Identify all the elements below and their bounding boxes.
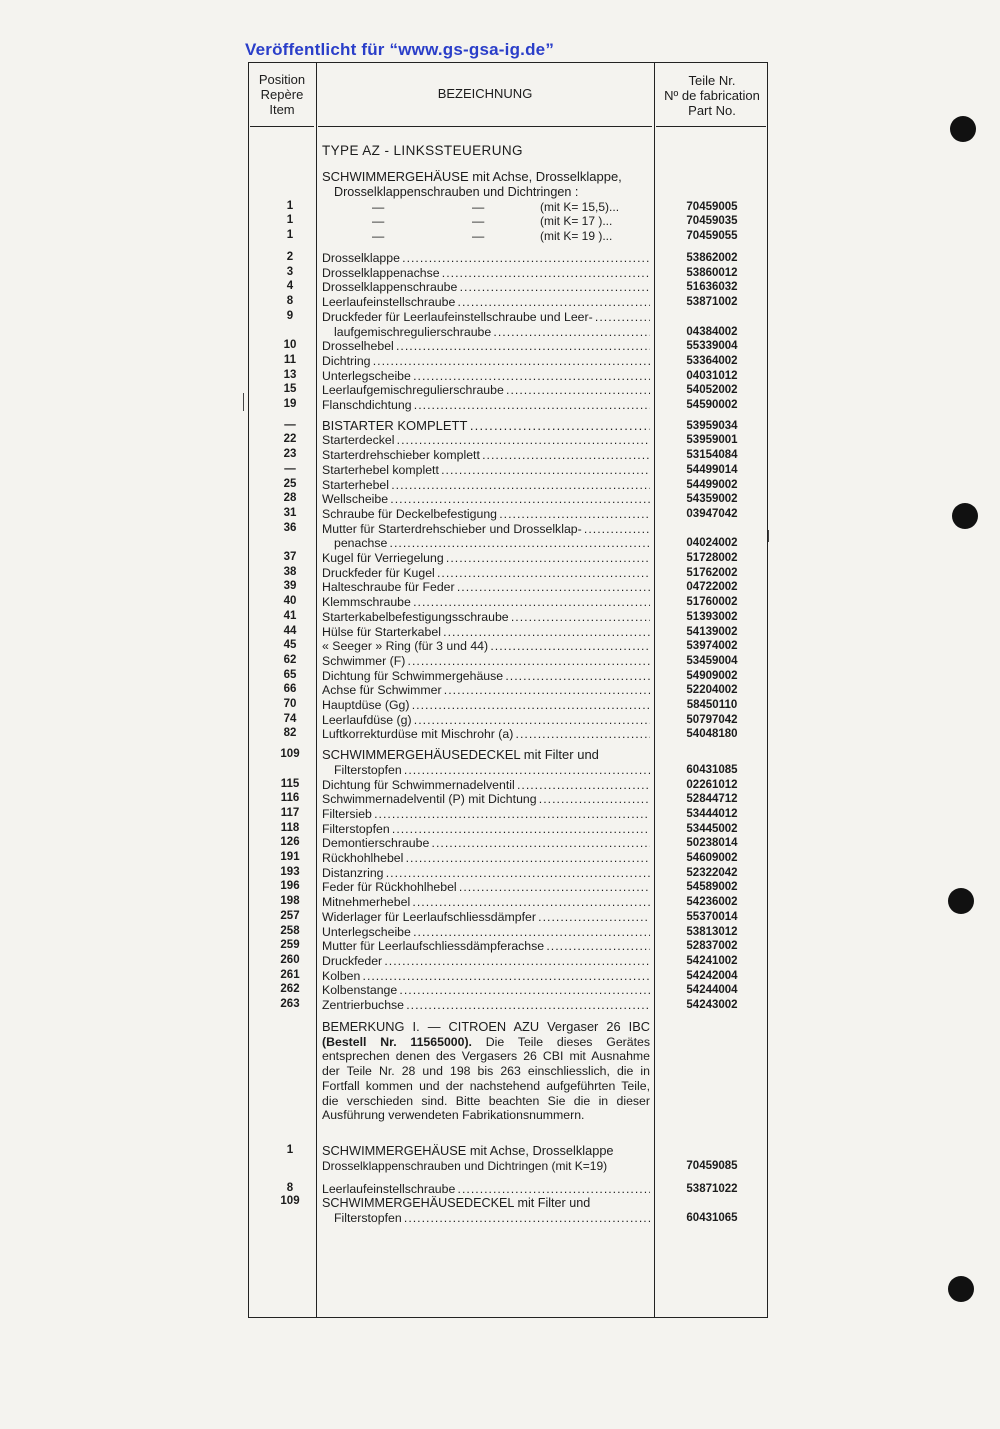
part-number: 55339004 xyxy=(686,340,738,353)
item-position: 11 xyxy=(283,353,297,366)
group1-title-line1: SCHWIMMERGEHÄUSE mit Achse, Drosselklappe, xyxy=(322,169,622,184)
item-position: 260 xyxy=(280,953,300,966)
item-description: Schwimmernadelventil (P) mit Dichtung . . . xyxy=(322,792,650,806)
header-rule-mid xyxy=(318,126,652,127)
part-number: 53974002 xyxy=(686,640,738,653)
item-position: 116 xyxy=(280,792,300,805)
item-description: Distanzring . . . xyxy=(322,866,650,880)
item-description: Filtersieb . . . xyxy=(322,807,650,821)
dash-2: — xyxy=(472,229,485,243)
part-number: 53445002 xyxy=(686,822,738,835)
item-description: Achse für Schwimmer . . . xyxy=(322,683,650,697)
item-position: 258 xyxy=(280,924,300,937)
item-position: 117 xyxy=(280,806,300,819)
item-description: Zentrierbuchse . . . xyxy=(322,998,650,1012)
item-description: Widerlager für Leerlaufschliessdämpfer . . . xyxy=(322,910,650,924)
item-description: Druckfeder . . . xyxy=(322,954,650,968)
item-description: Wellscheibe . . . xyxy=(322,492,650,506)
item-position: 39 xyxy=(283,580,297,593)
part-number: 53862002 xyxy=(686,252,738,264)
part-number: 54236002 xyxy=(686,896,738,909)
item-description: Luftkorrekturdüse mit Mischrohr (a) . . . xyxy=(322,727,650,741)
part-number: 70459005 xyxy=(686,201,738,213)
item-position: 118 xyxy=(280,821,300,834)
part-number: 51760002 xyxy=(686,596,738,609)
item-description: Unterlegscheibe . . . xyxy=(322,925,650,939)
item-description: Hauptdüse (Gg) . . . xyxy=(322,698,650,712)
item-position: 1 xyxy=(286,200,294,212)
part-number: 53459004 xyxy=(686,654,738,667)
item-position: 4 xyxy=(286,280,294,293)
punch-hole-3 xyxy=(948,888,974,914)
item-description: Feder für Rückhohlhebel . . . xyxy=(322,880,650,894)
part-number: 58450110 xyxy=(686,699,738,711)
header-part-number: Teile Nr. Nº de fabrication Part No. xyxy=(664,73,760,118)
item-position: — xyxy=(284,462,296,475)
item-position: 44 xyxy=(283,624,297,637)
item-position: 65 xyxy=(283,668,297,681)
part-number: 50238014 xyxy=(686,837,738,850)
item-description: Mitnehmerhebel . . . xyxy=(322,895,650,909)
item-position: 259 xyxy=(280,939,300,952)
item-position: 109 xyxy=(280,748,300,761)
item-position: 2 xyxy=(286,251,294,263)
item-description: Mutter für Starterdrehschieber und Drosselklap- . . . xyxy=(322,522,650,536)
item-description: Klemmschraube . . . xyxy=(322,595,650,609)
dash-2: — xyxy=(472,214,485,228)
item-description: Filterstopfen . . . xyxy=(322,822,650,836)
part-number: 04031012 xyxy=(686,369,738,382)
item-position: 45 xyxy=(283,639,297,652)
item-position: 257 xyxy=(280,909,300,922)
margin-tick xyxy=(243,393,244,411)
item-description: Drosselklappenschraube . . . xyxy=(322,280,650,294)
item-description: Dichtung für Schwimmernadelventil . . . xyxy=(322,778,650,792)
part-number: 54589002 xyxy=(686,881,738,894)
item-position: 8 xyxy=(286,295,294,308)
item-description: Drosselhebel . . . xyxy=(322,339,650,353)
variant-text: (mit K= 19 )... xyxy=(540,229,613,243)
part-number: 53154084 xyxy=(686,449,738,462)
part-number: 53364002 xyxy=(686,354,738,367)
item-description: Halteschraube für Feder . . . xyxy=(322,580,650,594)
item-description: Unterlegscheibe . . . xyxy=(322,369,650,383)
item-position: 196 xyxy=(280,880,300,893)
part-number: 51636032 xyxy=(686,281,738,294)
dash-2: — xyxy=(472,200,485,214)
part-number: 54048180 xyxy=(686,728,738,741)
item-position: 126 xyxy=(280,836,300,849)
part-number: 52844712 xyxy=(686,793,738,806)
part-number: 54590002 xyxy=(686,399,738,411)
item-description: Druckfeder für Leerlaufeinstellschraube und Leer- . . . xyxy=(322,310,650,324)
item-position: 19 xyxy=(283,398,297,410)
item-position: 1 xyxy=(286,214,294,226)
part-number: 04024002 xyxy=(686,537,738,550)
part-number: 53871002 xyxy=(686,296,738,309)
part-number: 54499002 xyxy=(686,478,738,491)
header-position: Position Repère Item xyxy=(258,72,306,117)
item-position: 38 xyxy=(283,565,297,578)
item-position: 41 xyxy=(283,609,297,622)
part-number: 04384002 xyxy=(686,325,738,338)
banner: Veröffentlicht für “www.gs-gsa-ig.de” xyxy=(245,40,555,59)
item-description: Rückhohlhebel . . . xyxy=(322,851,650,865)
item-description: Kugel für Verriegelung . . . xyxy=(322,551,650,565)
header-rule-right xyxy=(656,126,766,127)
part-number: 52322042 xyxy=(686,866,738,879)
item-position: 3 xyxy=(286,265,294,278)
item-position: 82 xyxy=(283,727,297,740)
part-number: 55370014 xyxy=(686,910,738,923)
item-position: 115 xyxy=(280,777,300,790)
item-description: « Seeger » Ring (für 3 und 44) . . . xyxy=(322,639,650,653)
item-position: 62 xyxy=(283,653,297,666)
part-number: 54499014 xyxy=(686,463,738,476)
part-number: 03947042 xyxy=(686,507,738,520)
item-description: Starterhebel komplett . . . xyxy=(322,463,650,477)
item-position: — xyxy=(284,418,296,431)
part-number: 52204002 xyxy=(686,684,738,697)
dash-1: — xyxy=(372,229,385,243)
part-number: 51728002 xyxy=(686,552,738,564)
punch-hole-4 xyxy=(948,1276,974,1302)
item-description: Druckfeder für Kugel . . . xyxy=(322,566,650,580)
part-number: 53959034 xyxy=(686,419,738,432)
part-number: 60431085 xyxy=(686,763,738,776)
item-description: Filterstopfen . . . xyxy=(334,763,650,777)
item-description: Leerlaufdüse (g) . . . xyxy=(322,713,650,727)
item-description: Hülse für Starterkabel . . . xyxy=(322,625,650,639)
item-description: Mutter für Leerlaufschliessdämpferachse . . . xyxy=(322,939,650,953)
item-description: Schwimmer (F) . . . xyxy=(322,654,650,668)
variant-text: (mit K= 15,5)... xyxy=(540,200,620,214)
item-description: BISTARTER KOMPLETT . . . xyxy=(322,419,650,433)
item-description: Drosselklappenachse . . . xyxy=(322,266,650,280)
item-description: Drosselklappe . . . xyxy=(322,251,650,265)
part-number: 53813012 xyxy=(686,925,738,938)
group1-title-line2: Drosselklappenschrauben und Dichtringen : xyxy=(334,185,579,199)
remark-lead: BEMERKUNG I. — CITROEN AZU Vergaser 26 IBC xyxy=(322,1019,650,1034)
item-description: Starterkabelbefestigungsschraube . . . xyxy=(322,610,650,624)
item-position: 9 xyxy=(286,309,294,322)
column-divider-right xyxy=(654,62,655,1318)
item-position: 70 xyxy=(283,698,297,710)
item-position: 66 xyxy=(283,683,297,696)
item-position: 263 xyxy=(280,998,300,1010)
item-position: 31 xyxy=(283,506,297,519)
dash-1: — xyxy=(372,200,385,214)
item-position: 262 xyxy=(280,983,300,996)
part-number: 02261012 xyxy=(686,778,738,791)
item-description: Starterdeckel . . . xyxy=(322,433,650,447)
item-description: Leerlaufeinstellschraube . . . xyxy=(322,295,650,309)
item-description: laufgemischregulierschraube . . . xyxy=(334,325,650,339)
item-position: 37 xyxy=(283,551,297,563)
item-description: Starterdrehschieber komplett . . . xyxy=(322,448,650,462)
part-number: 54052002 xyxy=(686,384,738,397)
part-number: 54359002 xyxy=(686,493,738,506)
part-number: 52837002 xyxy=(686,940,738,953)
part-number: 53860012 xyxy=(686,266,738,279)
item-position: 74 xyxy=(283,712,297,725)
item-position: 15 xyxy=(283,383,297,396)
dash-1: — xyxy=(372,214,385,228)
item-position: 28 xyxy=(283,492,297,505)
part-number: 70459055 xyxy=(686,230,738,242)
item-position: 261 xyxy=(280,968,300,981)
item-description: Flanschdichtung . . . xyxy=(322,398,650,412)
variant-text: (mit K= 17 )... xyxy=(540,214,613,228)
part-number: 51393002 xyxy=(686,610,738,623)
item-position: 193 xyxy=(280,865,300,878)
remark-bold: (Bestell Nr. 11565000). xyxy=(322,1034,472,1049)
item-position: 191 xyxy=(280,851,300,863)
item-description: Kolben . . . xyxy=(322,969,650,983)
item-position: 13 xyxy=(283,368,297,381)
item-description: Demontierschraube . . . xyxy=(322,836,650,850)
part-number: 04722002 xyxy=(686,581,738,594)
item-description: Leerlaufgemischregulierschraube . . . xyxy=(322,383,650,397)
item-description: Kolbenstange . . . xyxy=(322,983,650,997)
item-description: penachse . . . xyxy=(334,536,650,550)
remark-paragraph xyxy=(322,1020,650,1123)
item-description: Schraube für Deckelbefestigung . . . xyxy=(322,507,650,521)
part-number: 54909002 xyxy=(686,669,738,682)
remark-body: Die Teile dieses Gerätes entsprechen denen des Vergasers 26 CBI mit Ausnahme der Teile Nr. 28 und 198 bis 263 einschliesslich, die in Fortfall kommen und der nachstehend aufgeführten Teile, die verschieden sind. Bitte beachten Sie die in dieser Ausführung verwendeten Fabrikationsnummern. xyxy=(322,1034,650,1123)
part-number: 50797042 xyxy=(686,713,738,726)
part-number: 70459035 xyxy=(686,215,738,227)
part-number: 54243002 xyxy=(686,999,738,1011)
item-description: Starterhebel . . . xyxy=(322,478,650,492)
header-rule-left xyxy=(250,126,314,127)
item-position: 40 xyxy=(283,595,297,608)
part-number: 54244004 xyxy=(686,984,738,997)
part-number: 51762002 xyxy=(686,566,738,579)
item-position: 23 xyxy=(283,448,297,461)
part-number: 53444012 xyxy=(686,807,738,820)
part-number: 54241002 xyxy=(686,954,738,967)
item-position: 198 xyxy=(280,895,300,908)
section-title: TYPE AZ - LINKSSTEUERUNG xyxy=(322,143,523,158)
header-designation: BEZEICHNUNG xyxy=(437,86,533,101)
punch-hole-1 xyxy=(950,116,976,142)
margin-tick-2 xyxy=(768,530,769,542)
item-description: Dichtung für Schwimmergehäuse . . . xyxy=(322,669,650,683)
part-number: 53959001 xyxy=(686,434,738,447)
item-position: 25 xyxy=(283,477,297,490)
item-position: 10 xyxy=(283,339,297,352)
part-number: 54242004 xyxy=(686,969,738,982)
item-position: 22 xyxy=(283,433,297,446)
item-position: 36 xyxy=(283,521,297,534)
part-number: 54609002 xyxy=(686,852,738,864)
item-description: Dichtring . . . xyxy=(322,354,650,368)
item-description: SCHWIMMERGEHÄUSEDECKEL mit Filter und xyxy=(322,748,599,763)
punch-hole-2 xyxy=(952,503,978,529)
item-position: 1 xyxy=(286,229,294,241)
part-number: 54139002 xyxy=(686,625,738,638)
